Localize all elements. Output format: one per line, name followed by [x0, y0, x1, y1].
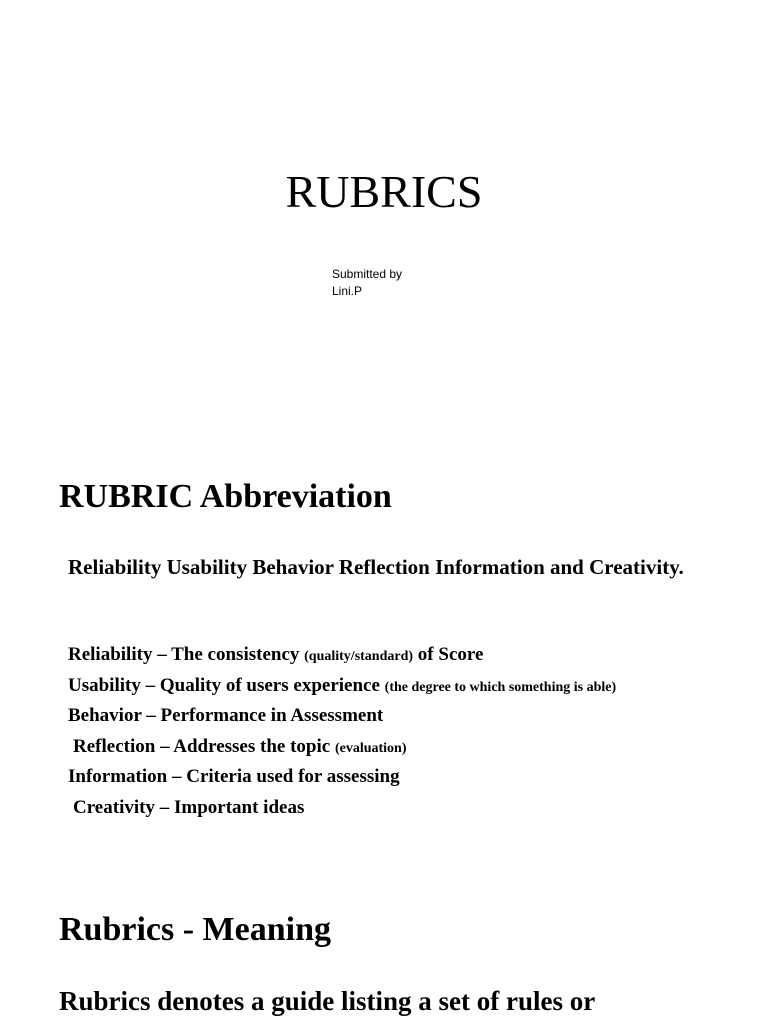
term-item-usability	[68, 673, 748, 704]
term-item-reliability	[68, 642, 748, 673]
abbreviation-expansion: Reliability Usability Behavior Reflection Information and Creativity.	[68, 555, 684, 579]
submitted-by-block	[332, 266, 402, 300]
term-definition: Quality of users experience	[159, 674, 385, 696]
abbreviation-heading: RUBRIC Abbreviation	[59, 478, 392, 515]
term-separator: –	[167, 766, 187, 787]
term-separator: –	[154, 796, 174, 818]
term-item-creativity	[68, 795, 748, 826]
term-list	[68, 642, 748, 825]
meaning-heading: Rubrics - Meaning	[59, 911, 331, 948]
author-name: Lini.P	[332, 284, 363, 298]
term-separator: –	[155, 735, 174, 757]
title-slide	[0, 0, 768, 440]
presentation-title: RUBRICS	[285, 166, 483, 217]
term-note: (the degree to which something is able)	[384, 679, 617, 695]
meaning-text: Rubrics denotes a guide listing a set of rules or	[59, 986, 596, 1016]
term-label: Information	[68, 766, 168, 787]
term-note: (evaluation)	[334, 740, 407, 756]
term-label: Behavior	[68, 705, 142, 726]
term-separator: –	[141, 705, 161, 726]
term-definition: Criteria used for assessing	[186, 766, 400, 787]
abbreviation-slide	[0, 440, 768, 880]
term-label: Reliability	[68, 644, 153, 665]
term-item-reflection	[68, 734, 748, 765]
term-definition: The consistency	[171, 644, 305, 665]
term-note: (quality/standard)	[304, 649, 414, 664]
term-item-information	[68, 764, 748, 795]
term-label: Creativity	[73, 796, 155, 818]
term-item-behavior	[68, 703, 748, 734]
meaning-slide	[0, 880, 768, 1024]
submitted-by-label: Submitted by	[332, 267, 403, 281]
term-label: Reflection	[73, 735, 156, 757]
term-label: Usability	[68, 674, 141, 696]
term-definition: Performance in Assessment	[160, 705, 384, 726]
term-separator: –	[140, 674, 160, 696]
term-definition-tail: of Score	[413, 644, 484, 665]
term-definition: Addresses the topic	[173, 735, 335, 757]
term-separator: –	[152, 644, 172, 665]
term-definition: Important ideas	[173, 796, 305, 818]
